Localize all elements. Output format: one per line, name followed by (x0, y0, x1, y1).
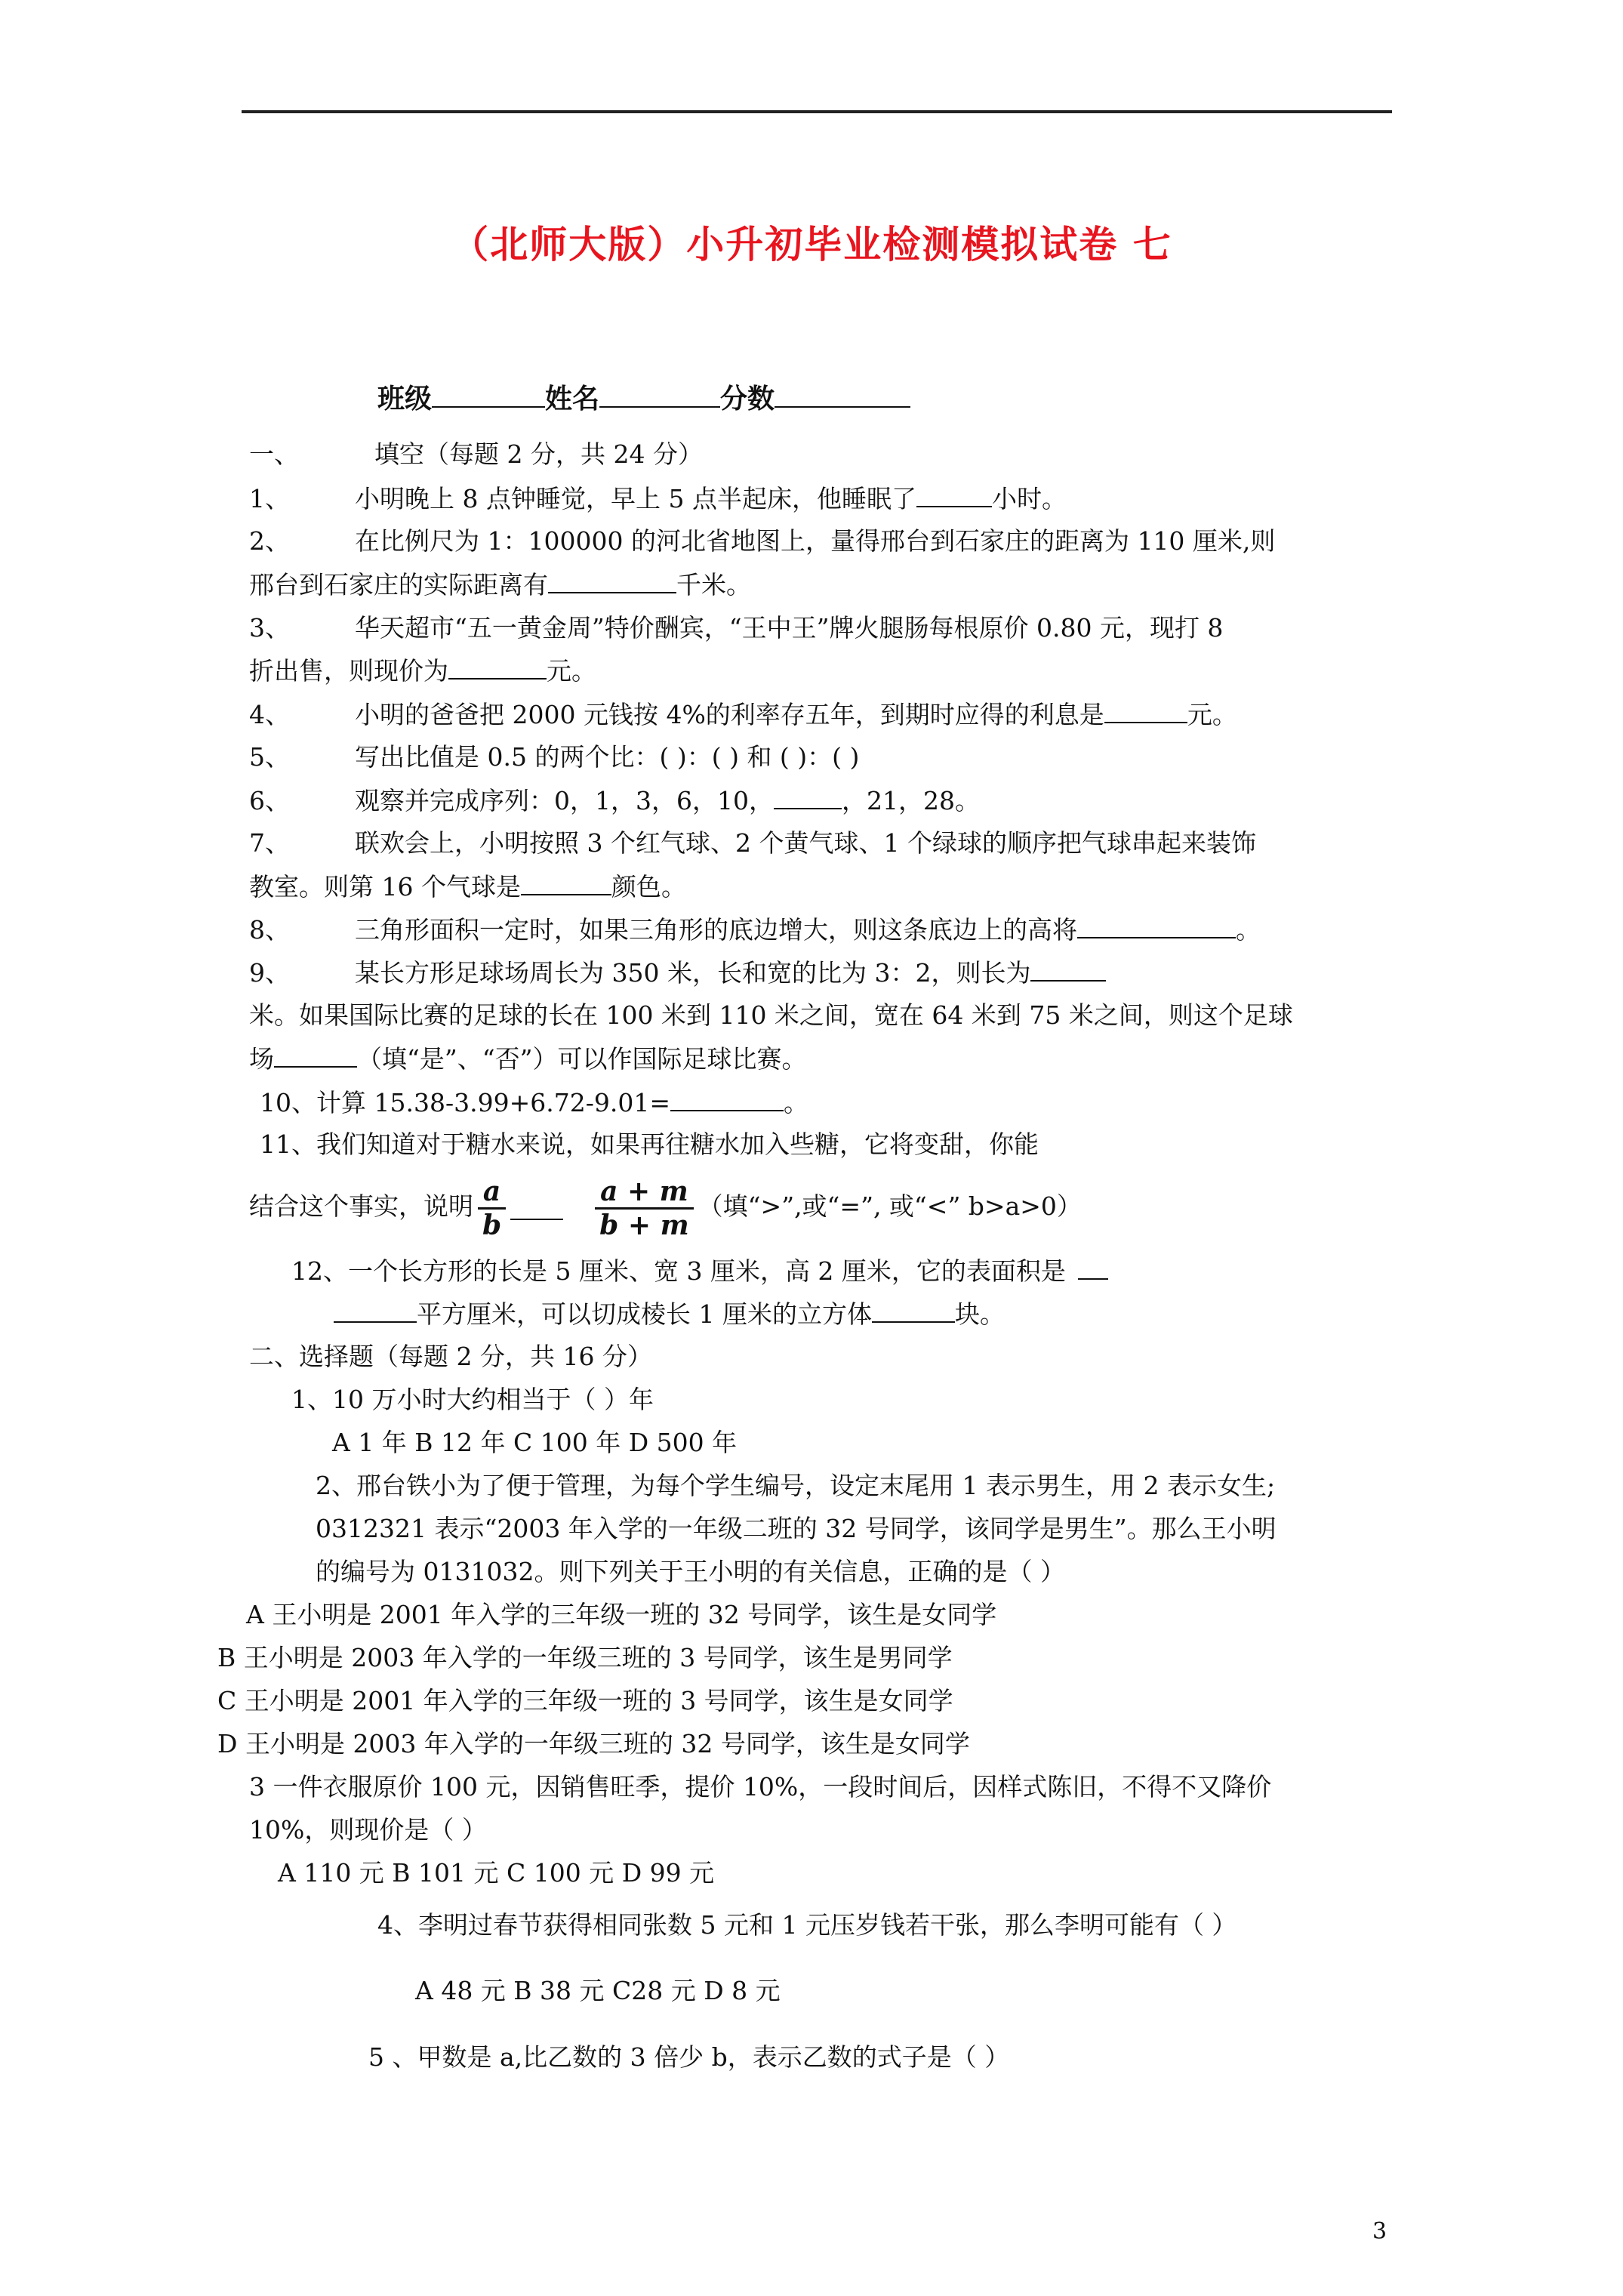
answer-blank[interactable] (1030, 957, 1106, 982)
choice-question-3-cont: 10%，则现价是（ ） (249, 1815, 487, 1845)
choice-option-d[interactable]: D 王小明是 2003 年入学的一年级三班的 32 号同学，该生是女同学 (217, 1729, 970, 1758)
question-10: 10、计算 15.38-3.99+6.72-9.01= 。 (260, 1088, 808, 1117)
name-label: 姓名 (545, 383, 600, 415)
class-blank[interactable] (432, 384, 545, 408)
choice-question-3: 3 一件衣服原价 100 元，因销售旺季，提价 10%，一段时间后，因样式陈旧，不得不又降价 (249, 1772, 1272, 1801)
question-3-cont: 折出售，则现价为 元。 (249, 656, 596, 686)
choice-option-c[interactable]: C 王小明是 2001 年入学的三年级一班的 3 号同学，该生是女同学 (217, 1686, 953, 1715)
choice-question-4: 4、李明过春节获得相同张数 5 元和 1 元压岁钱若干张，那么李明可能有（ ） (377, 1910, 1237, 1940)
page-number: 3 (1372, 2218, 1387, 2245)
name-blank[interactable] (599, 384, 720, 408)
answer-blank[interactable] (274, 1043, 357, 1068)
fraction-a-over-b: $\frac{a}{b}$ (478, 1176, 506, 1241)
question-11-cont: 结合这个事实，说明 $\frac{a}{b}$ $\frac{a + m}{b + m}$ （填“>”,或“=”, 或“<” b>a>0） (249, 1175, 1082, 1241)
choice-question-2-cont2: 的编号为 0131032。则下列关于王小明的有关信息，正确的是（ ） (316, 1557, 1065, 1586)
page-title: （北师大版）小升初毕业检测模拟试卷 七 (451, 222, 1172, 267)
choice-question-1: 1、10 万小时大约相当于（ ）年 (291, 1385, 654, 1414)
choice-question-2: 2、邢台铁小为了便于管理，为每个学生编号，设定末尾用 1 表示男生，用 2 表示女生; (316, 1471, 1276, 1500)
answer-blank[interactable] (1078, 1256, 1108, 1280)
question-7: 7、 联欢会上，小明按照 3 个红气球、2 个黄气球、1 个绿球的顺序把气球串起来装饰 (249, 828, 1256, 858)
score-blank[interactable] (775, 384, 910, 408)
answer-blank[interactable] (872, 1299, 955, 1323)
choice-question-3-options: A 110 元 B 101 元 C 100 元 D 99 元 (278, 1858, 715, 1888)
question-12: 12、一个长方形的长是 5 厘米、宽 3 厘米，高 2 厘米，它的表面积是 (291, 1256, 1108, 1287)
answer-blank[interactable] (548, 569, 676, 593)
question-9-cont: 米。如果国际比赛的足球的长在 100 米到 110 米之间，宽在 64 米到 75 米之间，则这个足球 (249, 1000, 1293, 1030)
choice-question-4-options: A 48 元 B 38 元 C28 元 D 8 元 (415, 1976, 781, 2005)
answer-blank[interactable] (774, 785, 842, 809)
question-2: 2、 在比例尺为 1：100000 的河北省地图上，量得邢台到石家庄的距离为 110 厘米,则 (249, 526, 1276, 556)
question-2-cont: 邢台到石家庄的实际距离有 千米。 (249, 570, 751, 599)
answer-blank[interactable] (670, 1087, 784, 1111)
section2-heading: 二、选择题（每题 2 分，共 16 分） (249, 1342, 652, 1371)
student-info-line (377, 384, 910, 414)
class-label: 班级 (377, 383, 433, 415)
section1-heading: 一、 填空（每题 2 分，共 24 分） (249, 439, 703, 469)
question-5: 5、 写出比值是 0.5 的两个比：( )：( ) 和 ( )：( ) (249, 742, 860, 772)
question-3: 3、 华天超市“五一黄金周”特价酬宾，“王中王”牌火腿肠每根原价 0.80 元，现打 8 (249, 613, 1224, 643)
question-9: 9、 某长方形足球场周长为 350 米，长和宽的比为 3：2，则长为 (249, 957, 1106, 988)
question-6: 6、 观察并完成序列：0，1，3，6，10， ，21，28。 (249, 786, 980, 815)
answer-blank[interactable] (334, 1299, 417, 1323)
question-1: 1、 小明晚上 8 点钟睡觉，早上 5 点半起床，他睡眠了 小时。 (249, 484, 1067, 513)
question-11: 11、我们知道对于糖水来说，如果再往糖水加入些糖，它将变甜，你能 (260, 1130, 1039, 1159)
choice-question-5: 5 、甲数是 a,比乙数的 3 倍少 b，表示乙数的式子是（ ） (368, 2042, 1010, 2072)
header-rule (242, 110, 1392, 113)
answer-blank[interactable] (448, 655, 547, 680)
choice-question-2-cont: 0312321 表示“2003 年入学的一年级二班的 32 号同学，该同学是男生”。那么王小明 (316, 1514, 1277, 1543)
question-12-cont: 平方厘米，可以切成棱长 1 厘米的立方体 块。 (334, 1299, 1005, 1330)
question-8: 8、 三角形面积一定时，如果三角形的底边增大，则这条底边上的高将 。 (249, 915, 1261, 945)
answer-blank[interactable] (916, 483, 992, 507)
answer-blank[interactable] (510, 1196, 563, 1220)
answer-blank[interactable] (1077, 914, 1236, 938)
choice-option-b[interactable]: B 王小明是 2003 年入学的一年级三班的 3 号同学，该生是男同学 (217, 1643, 953, 1672)
question-7-cont: 教室。则第 16 个气球是 颜色。 (249, 872, 686, 901)
fraction-a-plus-m-over-b-plus-m: $\frac{a + m}{b + m}$ (595, 1176, 694, 1241)
score-label: 分数 (720, 383, 775, 415)
choice-option-a[interactable]: A 王小明是 2001 年入学的三年级一班的 32 号同学，该生是女同学 (246, 1600, 997, 1629)
answer-blank[interactable] (521, 871, 611, 895)
question-4: 4、 小明的爸爸把 2000 元钱按 4%的利率存五年，到期时应得的利息是 元。 (249, 700, 1237, 729)
choice-question-1-options: A 1 年 B 12 年 C 100 年 D 500 年 (332, 1428, 738, 1457)
question-9-cont2: 场 （填“是”、“否”）可以作国际足球比赛。 (249, 1044, 807, 1074)
answer-blank[interactable] (1104, 699, 1187, 723)
